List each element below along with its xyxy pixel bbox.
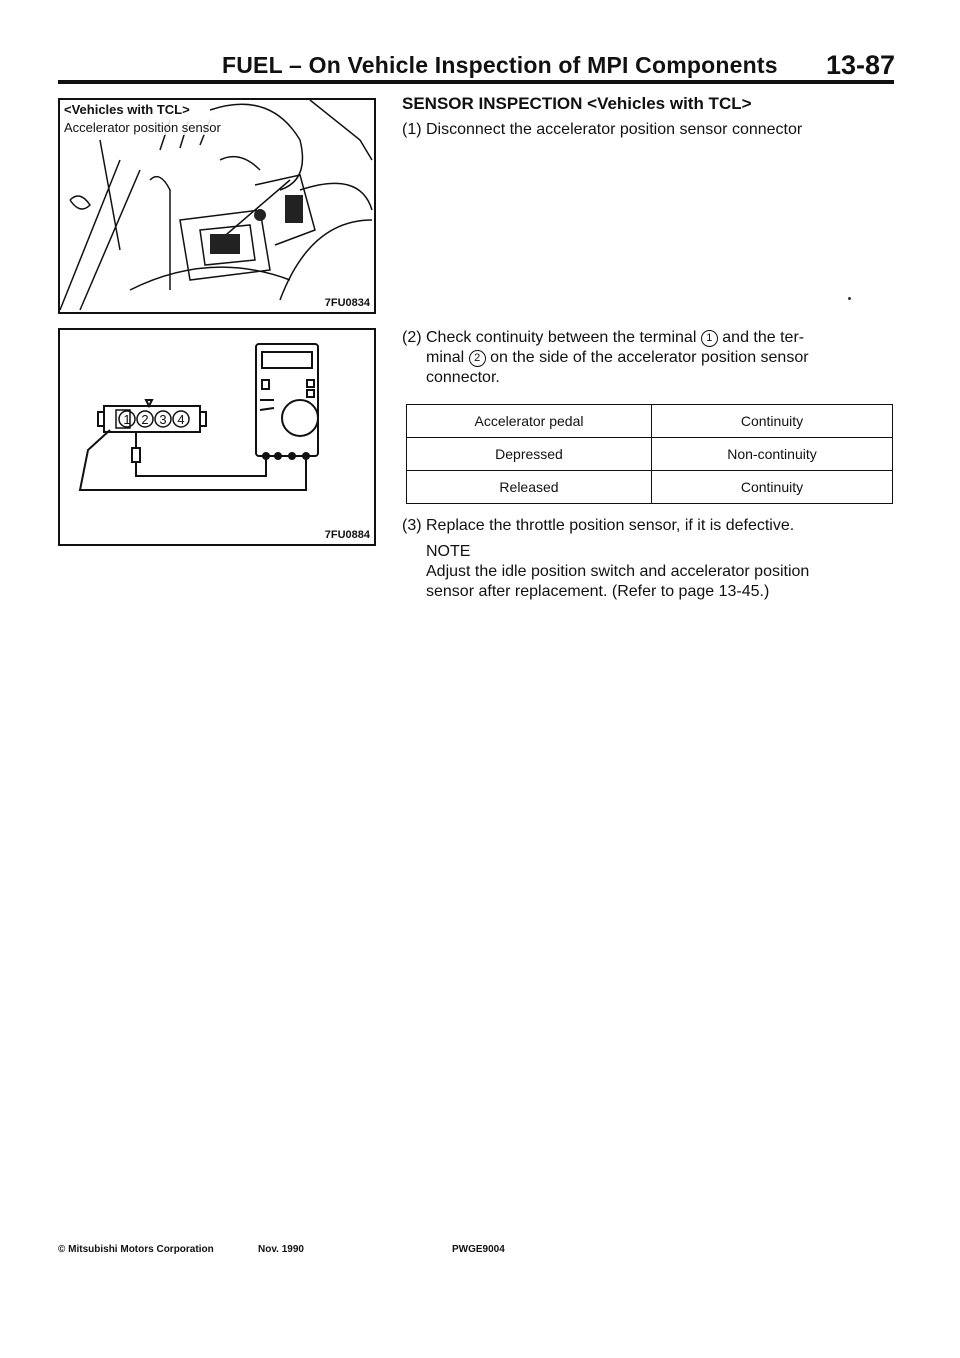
continuity-check-figure bbox=[58, 328, 376, 546]
step-text: and the ter- bbox=[722, 329, 805, 346]
terminal-2-symbol: 2 bbox=[469, 350, 486, 367]
step-text: Disconnect the accelerator position sensor connector bbox=[426, 121, 803, 138]
connector-pin-3: 3 bbox=[159, 412, 167, 427]
table-cell: Continuity bbox=[652, 471, 893, 504]
sensor-location-figure bbox=[58, 98, 376, 314]
connector-pin-2: 2 bbox=[141, 412, 149, 427]
table-row bbox=[407, 438, 893, 471]
page-title: FUEL – On Vehicle Inspection of MPI Components bbox=[222, 52, 778, 78]
connector-pin-4: 4 bbox=[177, 412, 185, 427]
section-title: SENSOR INSPECTION <Vehicles with TCL> bbox=[402, 94, 752, 113]
table-header-cell: Accelerator pedal bbox=[407, 405, 652, 438]
table-header-cell: Continuity bbox=[652, 405, 893, 438]
step-number: (2) bbox=[402, 329, 422, 346]
step-text: Replace the throttle position sensor, if it is defective. bbox=[426, 517, 795, 534]
table-row bbox=[407, 471, 893, 504]
step-2-line-2 bbox=[426, 348, 896, 368]
footer-date: Nov. 1990 bbox=[258, 1244, 304, 1255]
step-2-line-3: connector. bbox=[426, 369, 500, 386]
table-cell: Released bbox=[407, 471, 652, 504]
connector-pin-1: 1 bbox=[123, 412, 131, 427]
terminal-1-symbol: 1 bbox=[701, 330, 718, 347]
step-2 bbox=[402, 328, 804, 348]
figure-code: 7FU0884 bbox=[324, 529, 370, 541]
stray-dot bbox=[848, 297, 851, 300]
step-text: minal bbox=[426, 349, 465, 366]
note-line-2: sensor after replacement. (Refer to page 13-45.) bbox=[426, 583, 770, 600]
header-rule bbox=[58, 80, 894, 84]
table-cell: Non-continuity bbox=[652, 438, 893, 471]
page-number: 13-87 bbox=[826, 50, 896, 80]
figure-vehicle-label: <Vehicles with TCL> bbox=[64, 102, 190, 117]
step-3 bbox=[402, 516, 794, 536]
multimeter-diagram bbox=[60, 330, 374, 544]
continuity-table bbox=[406, 404, 893, 504]
step-1 bbox=[402, 120, 802, 140]
note-line-1: Adjust the idle position switch and accelerator position bbox=[426, 563, 810, 580]
footer-copyright: © Mitsubishi Motors Corporation bbox=[58, 1244, 214, 1255]
figure-code: 7FU0834 bbox=[324, 297, 370, 309]
note-label: NOTE bbox=[426, 543, 471, 560]
step-text: Check continuity between the terminal bbox=[426, 329, 697, 346]
table-header-row bbox=[407, 405, 893, 438]
figure-part-label: Accelerator position sensor bbox=[64, 120, 221, 135]
step-number: (3) bbox=[402, 517, 422, 534]
step-number: (1) bbox=[402, 121, 422, 138]
step-text: on the side of the accelerator position sensor bbox=[490, 349, 809, 366]
table-cell: Depressed bbox=[407, 438, 652, 471]
footer-code: PWGE9004 bbox=[452, 1244, 505, 1255]
